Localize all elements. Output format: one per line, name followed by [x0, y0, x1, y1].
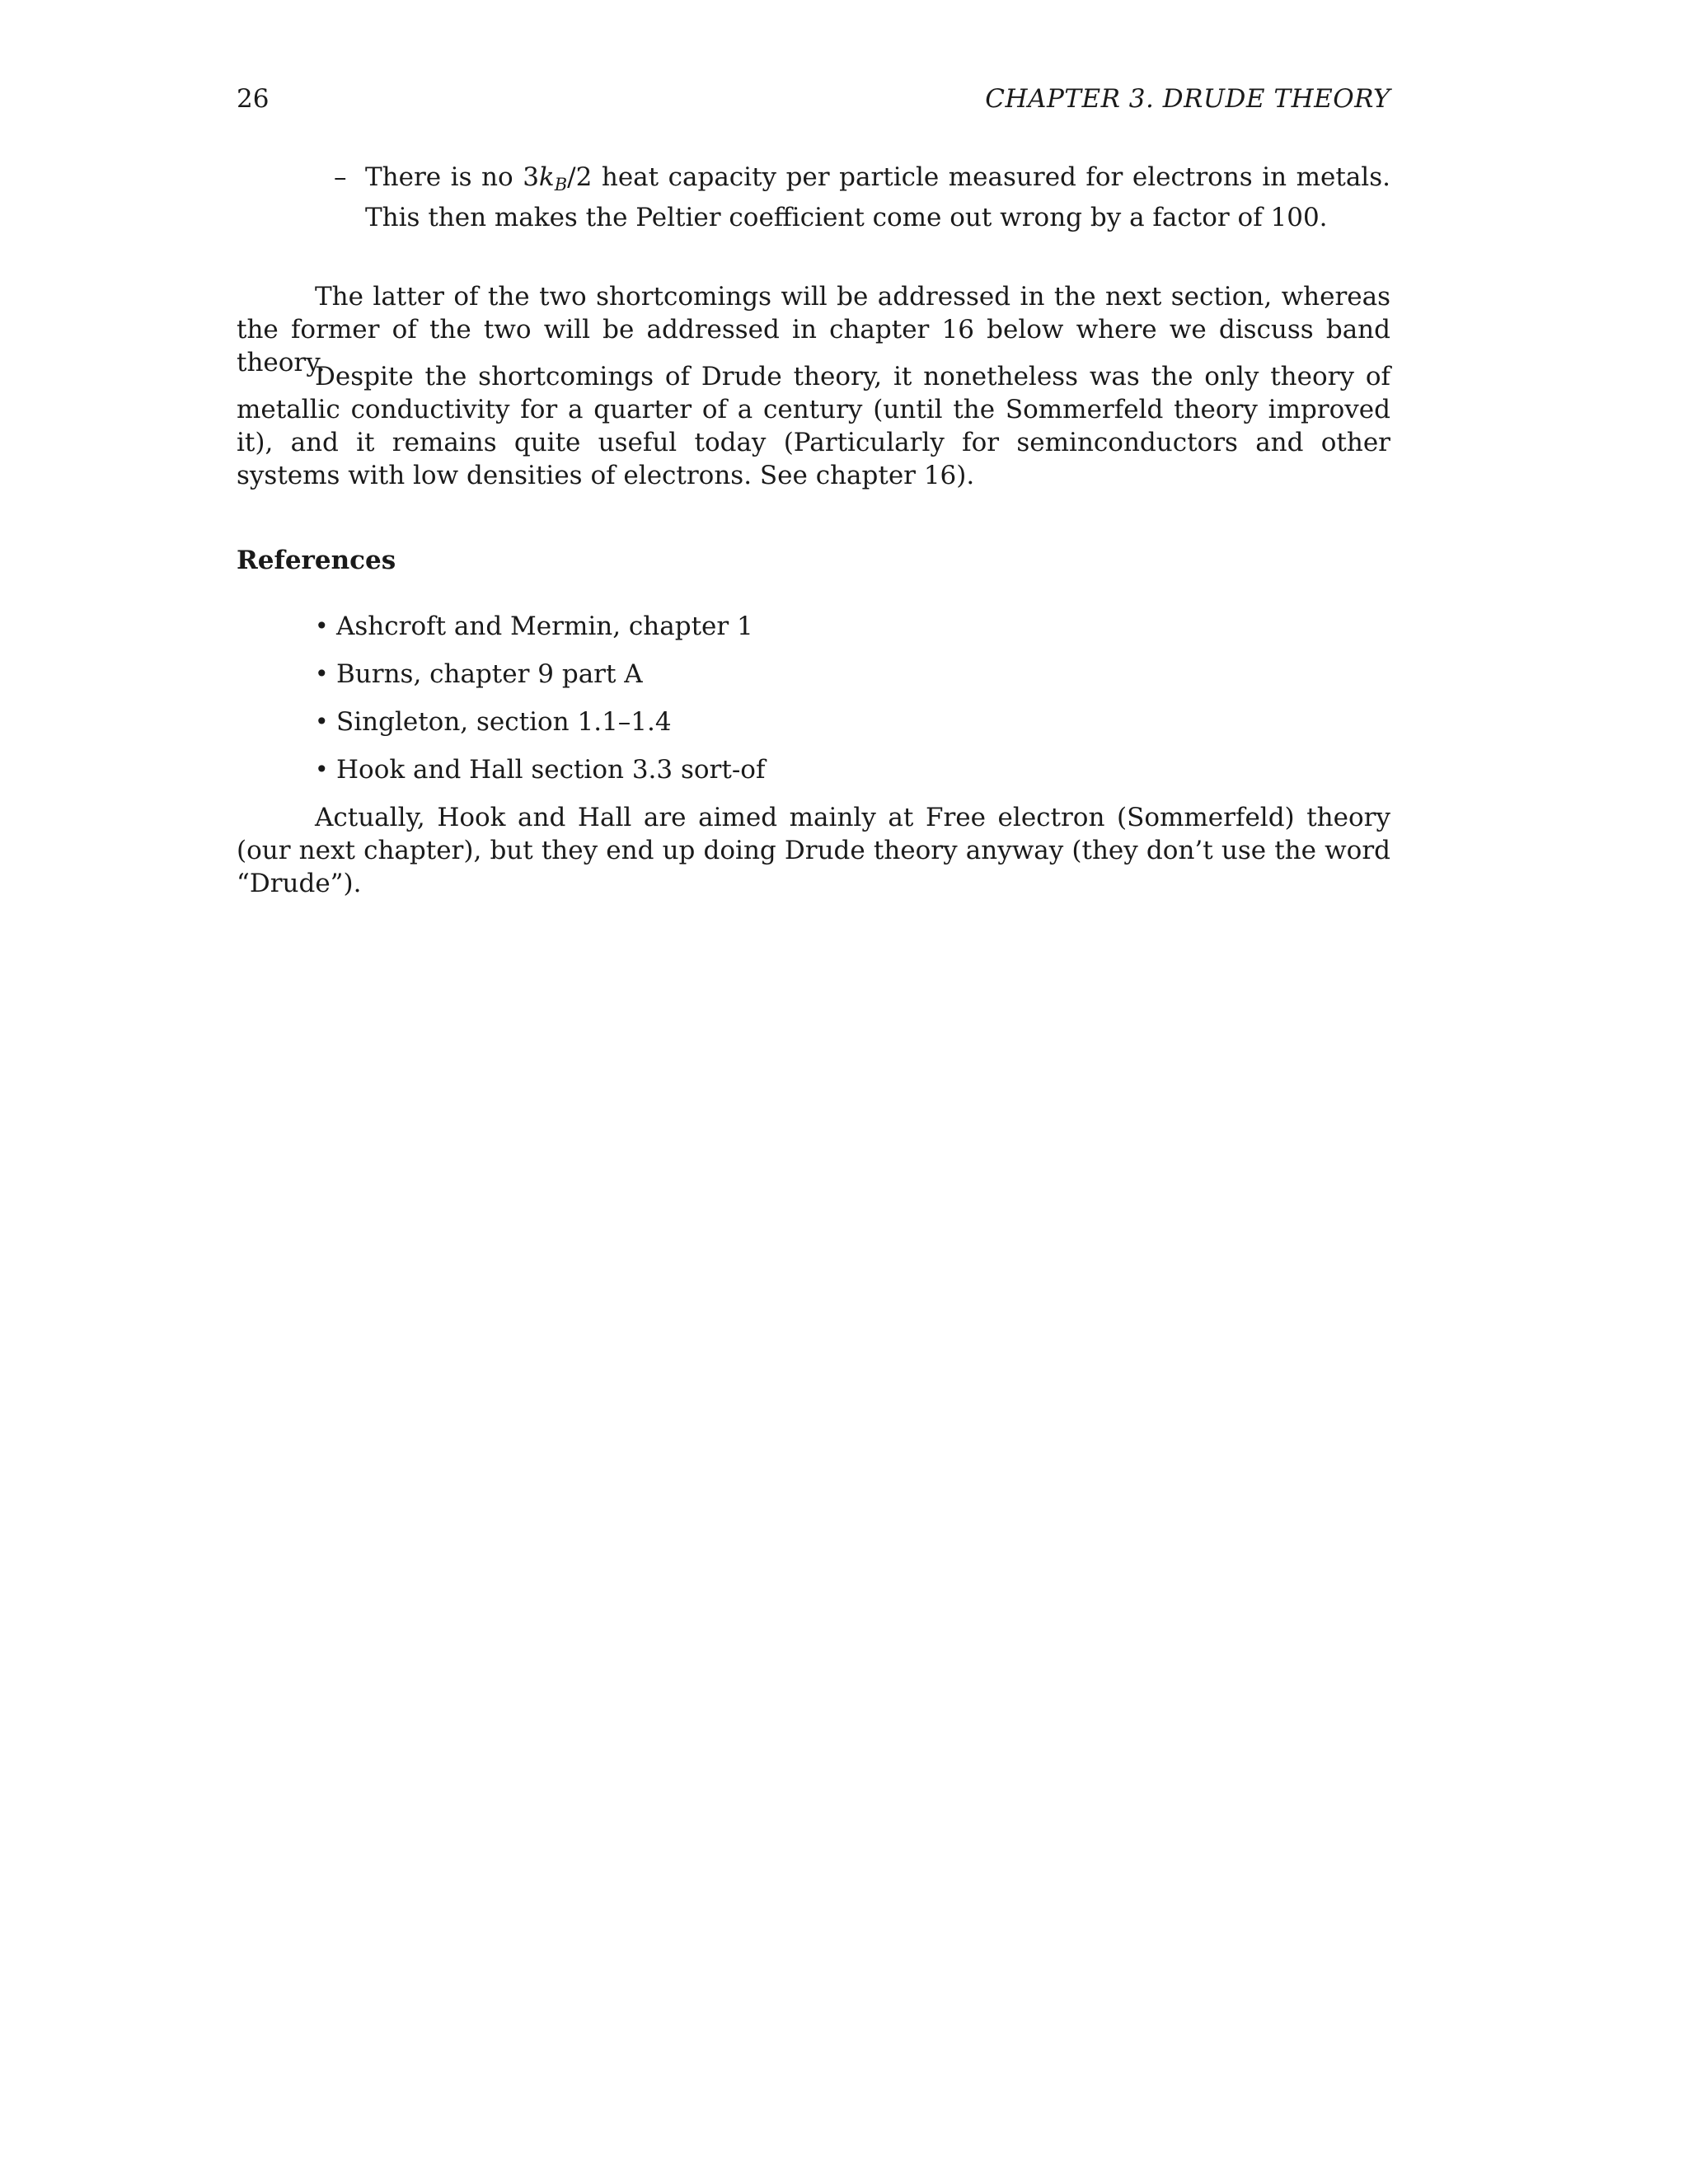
math-k: k [538, 162, 555, 192]
reference-text: Burns, chapter 9 part A [336, 659, 643, 689]
dash-text-after: /2 heat capacity per particle measured for electrons in metals. This then makes the Peltier coefficient come out wrong by a factor of 100. [365, 162, 1390, 232]
list-item [315, 658, 765, 705]
bullet-icon: • [315, 756, 329, 783]
paragraph-closing: Actually, Hook and Hall are aimed mainly at Free electron (Sommerfeld) theory (our next chapter), but they end up doing Drude theory anyway (they don’t use the word “Drude”). [237, 803, 1390, 898]
paragraph-shortcomings: The latter of the two shortcomings will be addressed in the next section, whereas the former of the two will be addressed in chapter 16 below where we discuss band theory. [237, 282, 1390, 377]
list-item [315, 753, 765, 801]
dash-list-item [334, 161, 1390, 234]
running-header [237, 82, 1390, 117]
reference-text: Ashcroft and Mermin, chapter 1 [336, 612, 753, 641]
reference-text: Hook and Hall section 3.3 sort-of [336, 755, 766, 785]
dash-item-text [365, 161, 1390, 234]
list-item [315, 705, 765, 753]
reference-text: Singleton, section 1.1–1.4 [336, 707, 672, 737]
bullet-icon: • [315, 612, 329, 640]
bullet-icon: • [315, 660, 329, 687]
references-heading: References [237, 546, 396, 575]
references-list [315, 610, 765, 801]
bullet-icon: • [315, 708, 329, 735]
dash-marker: – [334, 162, 347, 192]
page-number: 26 [237, 84, 270, 114]
math-subscript: B [554, 175, 568, 194]
list-item [315, 610, 765, 658]
paragraph-despite: Despite the shortcomings of Drude theory, it nonetheless was the only theory of metallic conductivity for a quarter of a century (until the Sommerfeld theory improved it), and it remains quite useful today (Particularly for seminconductors and other systems with low densities of electrons. See chapter 16). [237, 362, 1390, 490]
dash-text-before: There is no 3 [365, 162, 539, 192]
chapter-title: CHAPTER 3. DRUDE THEORY [985, 84, 1390, 114]
